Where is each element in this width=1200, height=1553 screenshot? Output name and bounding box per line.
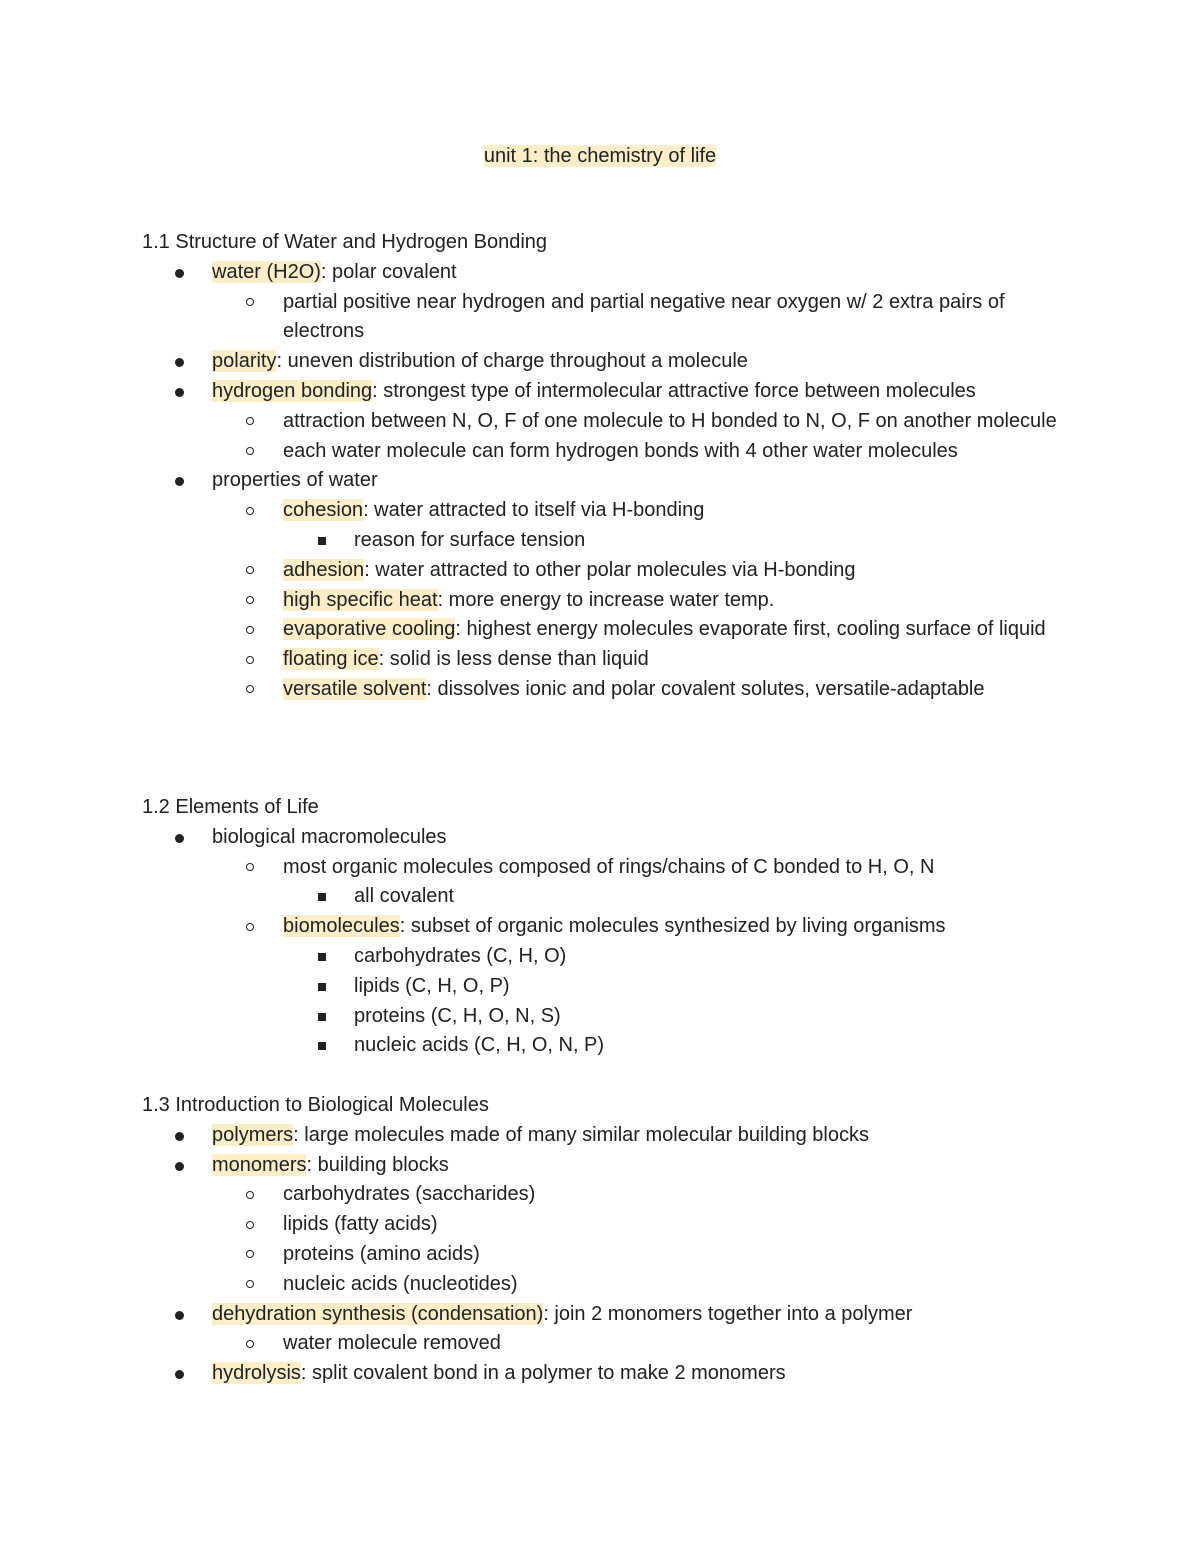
disc-bullet-icon (175, 358, 184, 367)
disc-bullet-icon (175, 834, 184, 843)
list-item-level-2 (142, 437, 1072, 467)
item-text: : subset of organic molecules synthesized by living organisms (399, 915, 946, 938)
list-item-level-2 (142, 556, 1072, 586)
section-heading: 1.1 Structure of Water and Hydrogen Bonding (142, 231, 548, 253)
highlighted-term: floating ice (283, 648, 379, 671)
section-heading: 1.3 Introduction to Biological Molecules (142, 1094, 489, 1116)
item-text: nucleic acids (C, H, O, N, P) (354, 1034, 605, 1057)
square-bullet-icon (318, 537, 326, 545)
item-text: proteins (C, H, O, N, S) (354, 1004, 561, 1027)
section-heading: 1.2 Elements of Life (142, 796, 319, 818)
highlighted-term: biomolecules (283, 915, 400, 938)
list-item-level-1 (142, 1151, 1072, 1181)
square-bullet-icon (318, 953, 326, 961)
item-text: lipids (fatty acids) (283, 1213, 438, 1236)
circle-bullet-icon (246, 1221, 254, 1229)
item-text: proteins (amino acids) (283, 1242, 480, 1265)
section-list (142, 258, 1072, 705)
item-text: : building blocks (306, 1153, 449, 1176)
circle-bullet-icon (246, 447, 254, 455)
list-item-level-2 (142, 586, 1072, 616)
item-text: lipids (C, H, O, P) (354, 974, 510, 997)
circle-bullet-icon (246, 656, 254, 664)
item-text: biological macromolecules (212, 825, 447, 848)
square-bullet-icon (318, 893, 326, 901)
circle-bullet-icon (246, 1250, 254, 1258)
highlighted-term: evaporative cooling (283, 618, 456, 641)
list-item-level-2 (142, 1270, 1072, 1300)
circle-bullet-icon (246, 507, 254, 515)
section-1-1 (142, 228, 1072, 705)
list-item-level-1 (142, 466, 1072, 496)
item-text: most organic molecules composed of rings/chains of C bonded to H, O, N (283, 855, 935, 878)
highlighted-term: polymers (212, 1123, 294, 1146)
list-item-level-1 (142, 1300, 1072, 1330)
list-item-level-2 (142, 675, 1072, 705)
list-item-level-3 (142, 1031, 1072, 1061)
list-item-level-2 (142, 615, 1072, 645)
list-item-level-1 (142, 258, 1072, 288)
item-text: properties of water (212, 469, 378, 492)
document-title (0, 141, 1200, 171)
list-item-level-2 (142, 1240, 1072, 1270)
list-item-level-2 (142, 496, 1072, 526)
square-bullet-icon (318, 983, 326, 991)
item-text: each water molecule can form hydrogen bonds with 4 other water molecules (283, 439, 958, 462)
list-item-level-1 (142, 1359, 1072, 1389)
item-text: : large molecules made of many similar molecular building blocks (293, 1123, 869, 1146)
highlighted-term: versatile solvent (283, 677, 427, 700)
square-bullet-icon (318, 1013, 326, 1021)
highlighted-term: adhesion (283, 558, 365, 581)
disc-bullet-icon (175, 388, 184, 397)
highlighted-term: polarity (212, 350, 277, 373)
item-text: : water attracted to other polar molecules via H-bonding (364, 558, 856, 581)
list-item-level-3 (142, 1002, 1072, 1032)
item-text: : water attracted to itself via H-bonding (363, 499, 705, 522)
square-bullet-icon (318, 1042, 326, 1050)
circle-bullet-icon (246, 1340, 254, 1348)
list-item-level-1 (142, 347, 1072, 377)
list-item-level-3 (142, 972, 1072, 1002)
list-item-level-1 (142, 1121, 1072, 1151)
disc-bullet-icon (175, 269, 184, 278)
section-list (142, 1121, 1072, 1389)
item-text: : dissolves ionic and polar covalent solutes, versatile-adaptable (426, 677, 985, 700)
highlighted-term: high specific heat (283, 588, 438, 611)
item-text: : polar covalent (320, 260, 457, 283)
title-text: unit 1: the chemistry of life (483, 145, 717, 167)
item-text: : solid is less dense than liquid (378, 648, 649, 671)
disc-bullet-icon (175, 1132, 184, 1141)
section-1-2 (142, 793, 1072, 1061)
list-item-level-2 (142, 1329, 1072, 1359)
highlighted-term: cohesion (283, 499, 364, 522)
item-text: : more energy to increase water temp. (437, 588, 775, 611)
circle-bullet-icon (246, 566, 254, 574)
item-text: partial positive near hydrogen and partial negative near oxygen w/ 2 extra pairs of electrons (283, 290, 1005, 343)
disc-bullet-icon (175, 477, 184, 486)
item-text: all covalent (354, 885, 455, 908)
item-text: nucleic acids (nucleotides) (283, 1272, 518, 1295)
item-text: reason for surface tension (354, 528, 586, 551)
list-item-level-2 (142, 645, 1072, 675)
item-text: carbohydrates (saccharides) (283, 1183, 536, 1206)
list-item-level-2 (142, 288, 1072, 348)
item-text: : join 2 monomers together into a polymer (543, 1302, 913, 1325)
highlighted-term: dehydration synthesis (condensation) (212, 1302, 544, 1325)
list-item-level-3 (142, 526, 1072, 556)
list-item-level-2 (142, 853, 1072, 883)
item-text: water molecule removed (283, 1332, 501, 1355)
list-item-level-3 (142, 882, 1072, 912)
list-item-level-2 (142, 1180, 1072, 1210)
section-list (142, 823, 1072, 1061)
list-item-level-2 (142, 912, 1072, 942)
item-text: : highest energy molecules evaporate first, cooling surface of liquid (455, 618, 1046, 641)
item-text: carbohydrates (C, H, O) (354, 944, 567, 967)
disc-bullet-icon (175, 1311, 184, 1320)
circle-bullet-icon (246, 626, 254, 634)
highlighted-term: monomers (212, 1153, 307, 1176)
item-text: : strongest type of intermolecular attractive force between molecules (372, 379, 976, 402)
highlighted-term: hydrolysis (212, 1362, 301, 1385)
disc-bullet-icon (175, 1162, 184, 1171)
circle-bullet-icon (246, 298, 254, 306)
circle-bullet-icon (246, 863, 254, 871)
item-text: attraction between N, O, F of one molecule to H bonded to N, O, F on another molecule (283, 409, 1057, 432)
list-item-level-2 (142, 1210, 1072, 1240)
item-text: : split covalent bond in a polymer to make 2 monomers (300, 1362, 786, 1385)
disc-bullet-icon (175, 1370, 184, 1379)
section-1-3 (142, 1091, 1072, 1389)
circle-bullet-icon (246, 1280, 254, 1288)
list-item-level-3 (142, 942, 1072, 972)
highlighted-term: water (H2O) (212, 260, 321, 283)
circle-bullet-icon (246, 923, 254, 931)
circle-bullet-icon (246, 1191, 254, 1199)
list-item-level-1 (142, 377, 1072, 407)
item-text: : uneven distribution of charge throughout a molecule (276, 350, 748, 373)
circle-bullet-icon (246, 596, 254, 604)
circle-bullet-icon (246, 417, 254, 425)
circle-bullet-icon (246, 685, 254, 693)
list-item-level-1 (142, 823, 1072, 853)
list-item-level-2 (142, 407, 1072, 437)
highlighted-term: hydrogen bonding (212, 379, 373, 402)
